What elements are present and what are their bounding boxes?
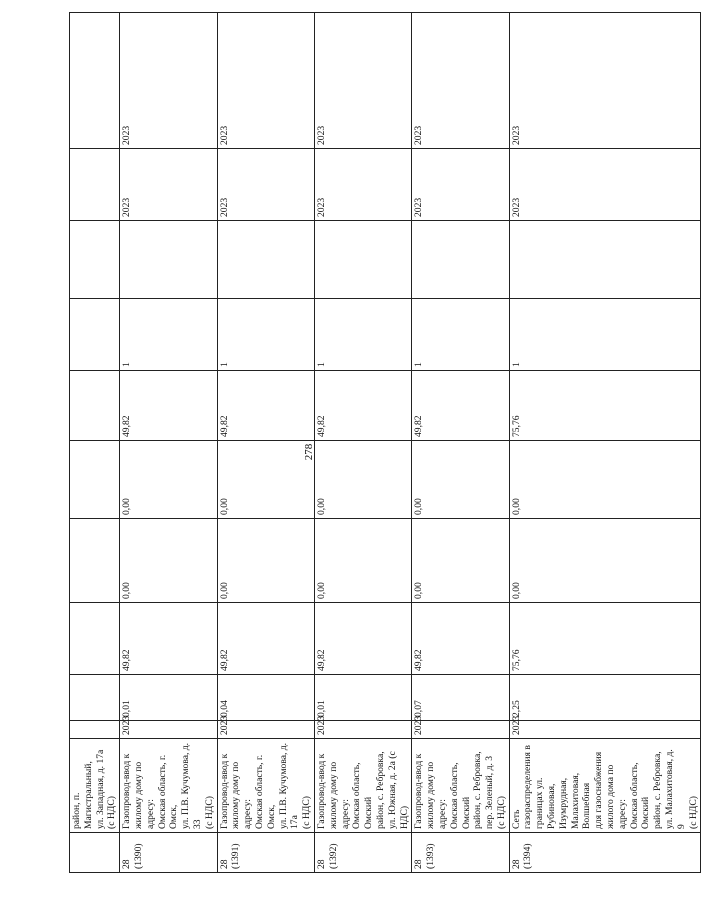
page-number: 278	[303, 443, 315, 461]
year-2-cell: 2023	[217, 13, 314, 149]
value-6-cell: 1	[509, 299, 701, 371]
value-4-cell: 0,00	[509, 441, 701, 519]
project-description-cell: Сеть газораспределения в границах ул. Рубиновая, Изумрудная, Малахитовая, Волшебная для газоснабжения жилого дома по адресу: Омская область, Омский район, с. Ребровка, ул. Малахитовая, д. 9 (с НДС)	[509, 739, 701, 833]
value-5-cell: 49,82	[314, 371, 411, 441]
value-2-cell: 49,82	[217, 603, 314, 675]
project-code-cell: 28 (1390)	[120, 833, 217, 873]
table-row	[120, 13, 217, 873]
year-1-cell: 2023	[217, 149, 314, 221]
value-3-cell	[70, 519, 120, 603]
value-4-cell	[70, 441, 120, 519]
project-description-cell: Газопровод-ввод к жилому дому по адресу: Омская область, г. Омск, ул. П.В. Кучумова, д. 17а (с НДС)	[217, 739, 314, 833]
value-2-cell: 75,76	[509, 603, 701, 675]
value-3-cell: 0,00	[412, 519, 509, 603]
start-year-cell: 2023	[509, 721, 701, 739]
year-2-cell: 2023	[314, 13, 411, 149]
year-2-cell: 2023	[120, 13, 217, 149]
value-4-cell: 0,00	[314, 441, 411, 519]
value-1-cell: 0,01	[120, 675, 217, 721]
value-2-cell: 49,82	[412, 603, 509, 675]
start-year-cell: 2023	[120, 721, 217, 739]
table-row	[217, 13, 314, 873]
value-7-cell	[217, 221, 314, 299]
table-row	[509, 13, 701, 873]
rotated-table-wrapper	[69, 33, 699, 873]
value-1-cell: 2,25	[509, 675, 701, 721]
value-3-cell: 0,00	[120, 519, 217, 603]
project-code-cell: 28 (1393)	[412, 833, 509, 873]
value-1-cell	[70, 675, 120, 721]
value-7-cell	[509, 221, 701, 299]
value-4-cell: 0,00	[120, 441, 217, 519]
value-4-cell: 0,00	[412, 441, 509, 519]
value-6-cell	[70, 299, 120, 371]
year-1-cell: 2023	[509, 149, 701, 221]
value-7-cell	[314, 221, 411, 299]
year-1-cell	[70, 149, 120, 221]
table-row	[70, 13, 120, 873]
project-code-cell: 28 (1391)	[217, 833, 314, 873]
value-5-cell: 49,82	[120, 371, 217, 441]
project-description-cell: Газопровод-ввод к жилому дому по адресу: Омская область, Омский район, с. Ребровка, ул. Южная, д. 2а (с НДС)	[314, 739, 411, 833]
value-1-cell: 0,01	[314, 675, 411, 721]
project-description-cell: район, п. Магистральный, ул. Западная, д. 17а (с НДС)	[70, 739, 120, 833]
project-code-cell: 28 (1392)	[314, 833, 411, 873]
value-1-cell: 0,07	[412, 675, 509, 721]
value-4-cell: 0,00	[217, 441, 314, 519]
value-1-cell: 0,04	[217, 675, 314, 721]
start-year-cell: 2023	[412, 721, 509, 739]
table-row	[412, 13, 509, 873]
value-5-cell: 49,82	[412, 371, 509, 441]
value-7-cell	[70, 221, 120, 299]
year-2-cell: 2023	[509, 13, 701, 149]
year-2-cell: 2023	[412, 13, 509, 149]
value-5-cell	[70, 371, 120, 441]
start-year-cell	[70, 721, 120, 739]
project-description-cell: Газопровод-ввод к жилому дому по адресу: Омская область, г. Омск, ул. П.В. Кучумова, д. 33 (с НДС)	[120, 739, 217, 833]
year-1-cell: 2023	[314, 149, 411, 221]
value-2-cell	[70, 603, 120, 675]
project-code-cell: 28 (1394)	[509, 833, 701, 873]
value-6-cell: 1	[217, 299, 314, 371]
start-year-cell: 2023	[217, 721, 314, 739]
value-3-cell: 0,00	[217, 519, 314, 603]
value-5-cell: 49,82	[217, 371, 314, 441]
value-2-cell: 49,82	[314, 603, 411, 675]
year-1-cell: 2023	[120, 149, 217, 221]
project-code-cell	[70, 833, 120, 873]
start-year-cell: 2023	[314, 721, 411, 739]
value-3-cell: 0,00	[314, 519, 411, 603]
investment-table	[69, 12, 701, 873]
year-2-cell	[70, 13, 120, 149]
value-7-cell	[412, 221, 509, 299]
value-6-cell: 1	[120, 299, 217, 371]
value-7-cell	[120, 221, 217, 299]
value-5-cell: 75,76	[509, 371, 701, 441]
value-6-cell: 1	[412, 299, 509, 371]
value-6-cell: 1	[314, 299, 411, 371]
value-2-cell: 49,82	[120, 603, 217, 675]
year-1-cell: 2023	[412, 149, 509, 221]
project-description-cell: Газопровод-ввод к жилому дому по адресу: Омская область, Омский район, с. Ребровка, пер. Зеленый, д. 3 (с НДС)	[412, 739, 509, 833]
table-row	[314, 13, 411, 873]
value-3-cell: 0,00	[509, 519, 701, 603]
